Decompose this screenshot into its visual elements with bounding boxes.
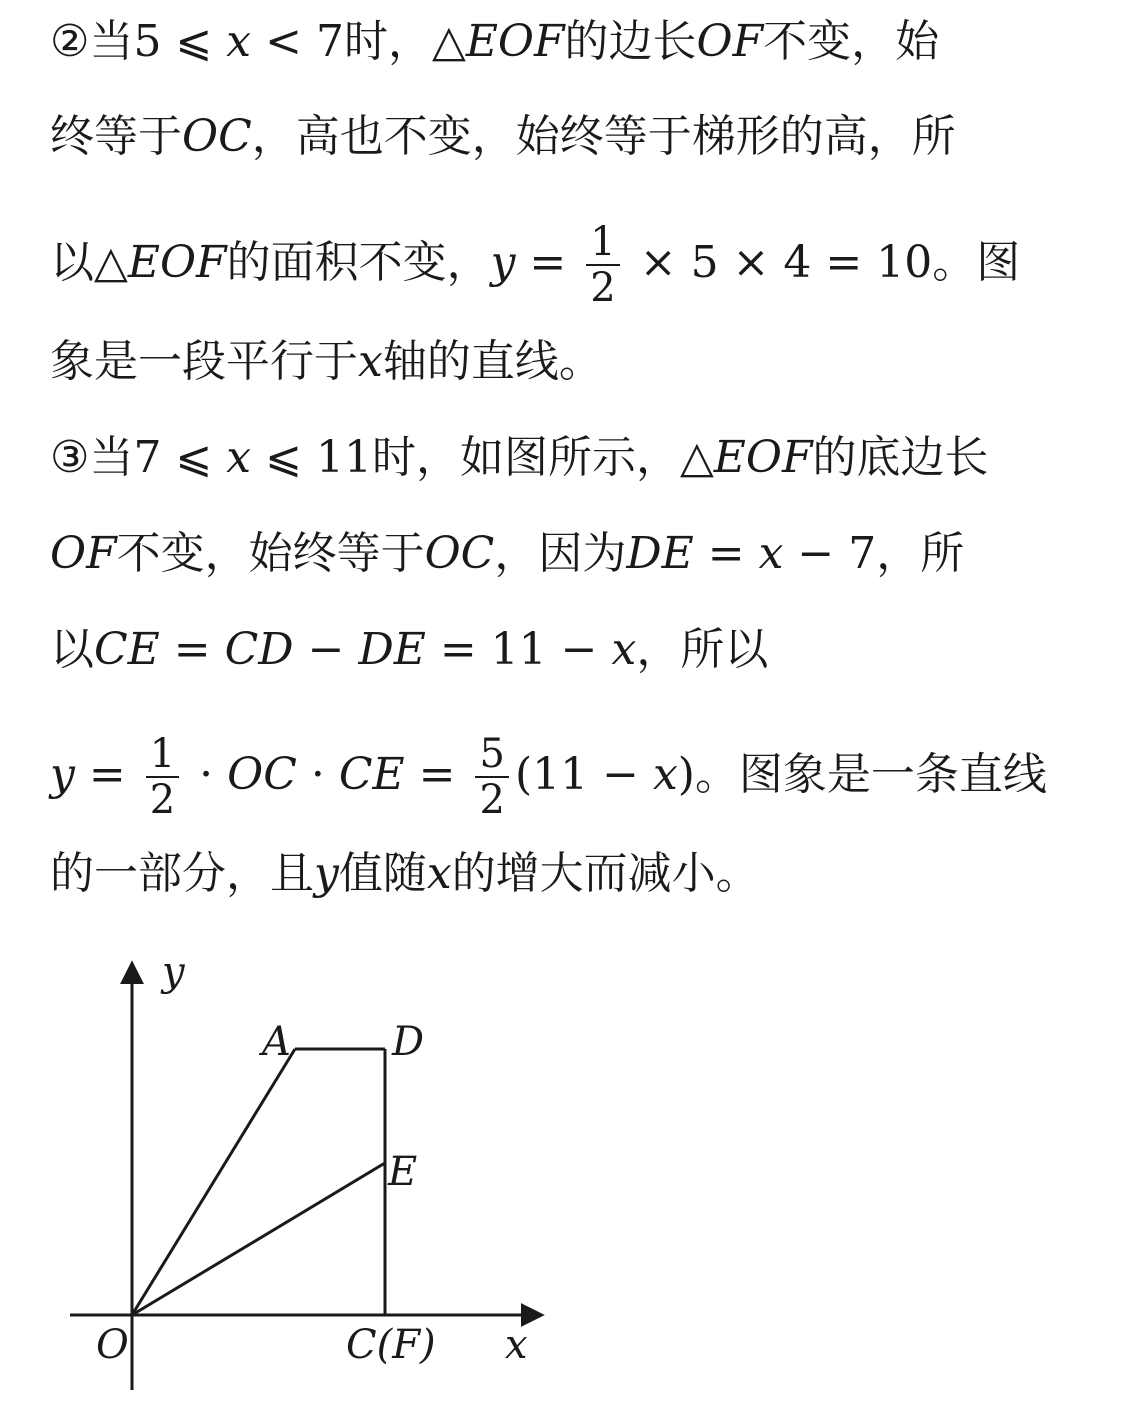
label-o: O (96, 1322, 129, 1368)
math-var: EOF (465, 16, 565, 67)
text: 的边长 (564, 16, 697, 67)
math: = 11 − (425, 624, 612, 675)
math: ⩽ 11 (251, 432, 372, 483)
math-var: x (758, 528, 784, 579)
math-var: CE (94, 624, 160, 675)
math-var: y (314, 848, 339, 899)
label-e: E (388, 1149, 418, 1195)
label-d: D (392, 1019, 425, 1065)
math-var: x (611, 624, 637, 675)
text: 的一部分，且 (50, 848, 314, 899)
text: ②当 (50, 16, 134, 67)
text: 值随 (338, 848, 427, 899)
text: ，所 (876, 528, 965, 579)
math-var: x (358, 336, 383, 387)
math: = (74, 749, 140, 800)
numerator: 1 (146, 732, 179, 778)
math: (11 − (514, 749, 653, 800)
math-var: x (652, 749, 678, 800)
denominator: 2 (479, 777, 505, 823)
text: 不变，始终等于 (116, 528, 425, 579)
text: 。图 (932, 237, 1021, 288)
text: 的增大而减小。 (451, 848, 760, 899)
math-var: OC (227, 749, 297, 800)
text: 时，如图所示，△ (371, 432, 714, 483)
math-var: EOF (713, 432, 813, 483)
math-var: DE (358, 624, 426, 675)
math: · (296, 749, 339, 800)
math-var: y (50, 749, 75, 800)
math: < 7 (251, 16, 344, 67)
math: = (404, 749, 470, 800)
label-y: y (162, 949, 185, 995)
text: 。图象是一条直线 (694, 749, 1047, 800)
numerator: 1 (586, 220, 619, 266)
text: 时，△ (343, 16, 466, 67)
math-var: x (426, 848, 452, 899)
math: = (693, 528, 759, 579)
math: = (515, 237, 581, 288)
math-var: CD (224, 624, 294, 675)
math: − 7 (783, 528, 877, 579)
numerator: 5 (475, 732, 508, 778)
label-c-f: C(F) (346, 1322, 436, 1368)
math-var: x (226, 432, 252, 483)
math: − (293, 624, 359, 675)
math: ) (677, 749, 695, 800)
text: ，因为 (494, 528, 627, 579)
math: × 5 × 4 = 10 (625, 237, 933, 288)
text: 的面积不变， (226, 237, 491, 288)
math-var: OF (50, 528, 117, 579)
denominator: 2 (149, 777, 176, 823)
text: 的底边长 (812, 432, 989, 483)
text: ，所以 (636, 624, 769, 675)
text: 以△ (50, 237, 128, 288)
math-var: y (490, 237, 516, 288)
text: 终等于 (50, 111, 182, 162)
denominator: 2 (590, 265, 616, 311)
segment-oa (132, 1049, 295, 1315)
segment-oe (132, 1163, 385, 1315)
label-x: x (505, 1322, 528, 1368)
math: 7 ⩽ (133, 432, 227, 483)
math-var: OC (424, 528, 495, 579)
math: · (185, 749, 228, 800)
math-var: OF (696, 16, 764, 67)
math-var: DE (626, 528, 694, 579)
label-a: A (262, 1019, 291, 1065)
math-var: EOF (127, 237, 227, 288)
text: ③当 (50, 432, 134, 483)
math-var: OC (182, 111, 252, 162)
text: ，高也不变，始终等于梯形的高，所 (251, 111, 956, 162)
math-var: x (226, 16, 252, 67)
text: 以 (50, 624, 94, 675)
text: 象是一段平行于 (50, 336, 358, 387)
math-var: CE (338, 749, 405, 800)
math: = (159, 624, 225, 675)
text: 不变，始 (763, 16, 940, 67)
math: 5 ⩽ (133, 16, 227, 67)
text: 轴的直线。 (382, 336, 603, 387)
